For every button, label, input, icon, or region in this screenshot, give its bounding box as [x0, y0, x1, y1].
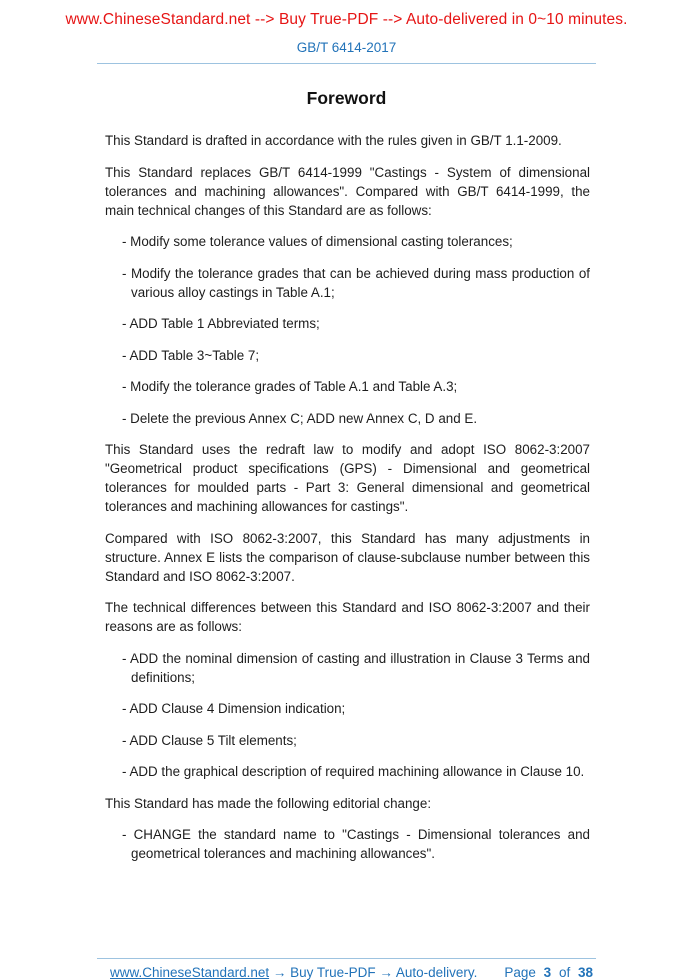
- footer-delivery-text: → Buy True-PDF → Auto-delivery.: [269, 965, 478, 980]
- bullet-item: - CHANGE the standard name to "Castings - Dimensional tolerances and geometrical tolerances and machining allowances".: [122, 827, 590, 861]
- paragraph: This Standard is drafted in accordance with the rules given in GB/T 1.1-2009.: [105, 133, 562, 148]
- standard-number: GB/T 6414-2017: [296, 40, 397, 55]
- paragraph: This Standard uses the redraft law to modify and adopt ISO 8062-3:2007 "Geometrical product specifications (GPS) - Dimensional and geometrical tolerances for moulded parts - Part 3: General dimensional and geometrical tolerances and machining allowances for castings".: [105, 442, 590, 514]
- bullet-item: - Modify the tolerance grades of Table A.1 and Table A.3;: [122, 379, 458, 394]
- footer-left: [110, 965, 477, 980]
- page-label: Page: [504, 965, 536, 980]
- bullet-item: - ADD the nominal dimension of casting and illustration in Clause 3 Terms and definitions;: [122, 650, 590, 685]
- footer-divider: [97, 958, 596, 959]
- bullet-item: - Delete the previous Annex C; ADD new Annex C, D and E.: [122, 410, 478, 426]
- promo-banner: www.ChineseStandard.net --> Buy True-PDF --> Auto-delivered in 0~10 minutes.: [65, 11, 628, 28]
- of-label: of: [558, 965, 571, 980]
- paragraph: Compared with ISO 8062-3:2007, this Standard has many adjustments in structure. Annex E lists the comparison of clause-subclause number between this Standard and ISO 8062-3:2007.: [105, 530, 590, 584]
- page-total: 38: [577, 965, 593, 980]
- bullet-item: - ADD Clause 5 Tilt elements;: [122, 732, 297, 748]
- page-indicator: [500, 965, 593, 980]
- paragraph: This Standard replaces GB/T 6414-1999 "Castings - System of dimensional tolerances and machining allowances". Compared with GB/T 6414-1999, the main technical changes of this Standard are as follows:: [105, 164, 590, 218]
- header-divider: [97, 63, 596, 64]
- bullet-item: - ADD Table 3~Table 7;: [122, 347, 260, 363]
- document-body: [105, 131, 590, 958]
- page-title: Foreword: [306, 88, 387, 108]
- bullet-item: - ADD the graphical description of required machining allowance in Clause 10.: [122, 764, 585, 779]
- bullet-item: - ADD Table 1 Abbreviated terms;: [122, 316, 320, 331]
- bullet-item: - Modify some tolerance values of dimensional casting tolerances;: [122, 234, 513, 249]
- paragraph: This Standard has made the following editorial change:: [105, 795, 432, 811]
- footer-site-link[interactable]: www.ChineseStandard.net: [110, 965, 270, 980]
- bullet-item: - ADD Clause 4 Dimension indication;: [122, 701, 346, 716]
- paragraph: The technical differences between this Standard and ISO 8062-3:2007 and their reasons are as follows:: [105, 600, 590, 634]
- page-number: 3: [543, 965, 552, 980]
- footer: [110, 965, 593, 980]
- bullet-item: - Modify the tolerance grades that can be achieved during mass production of various alloy castings in Table A.1;: [122, 265, 590, 300]
